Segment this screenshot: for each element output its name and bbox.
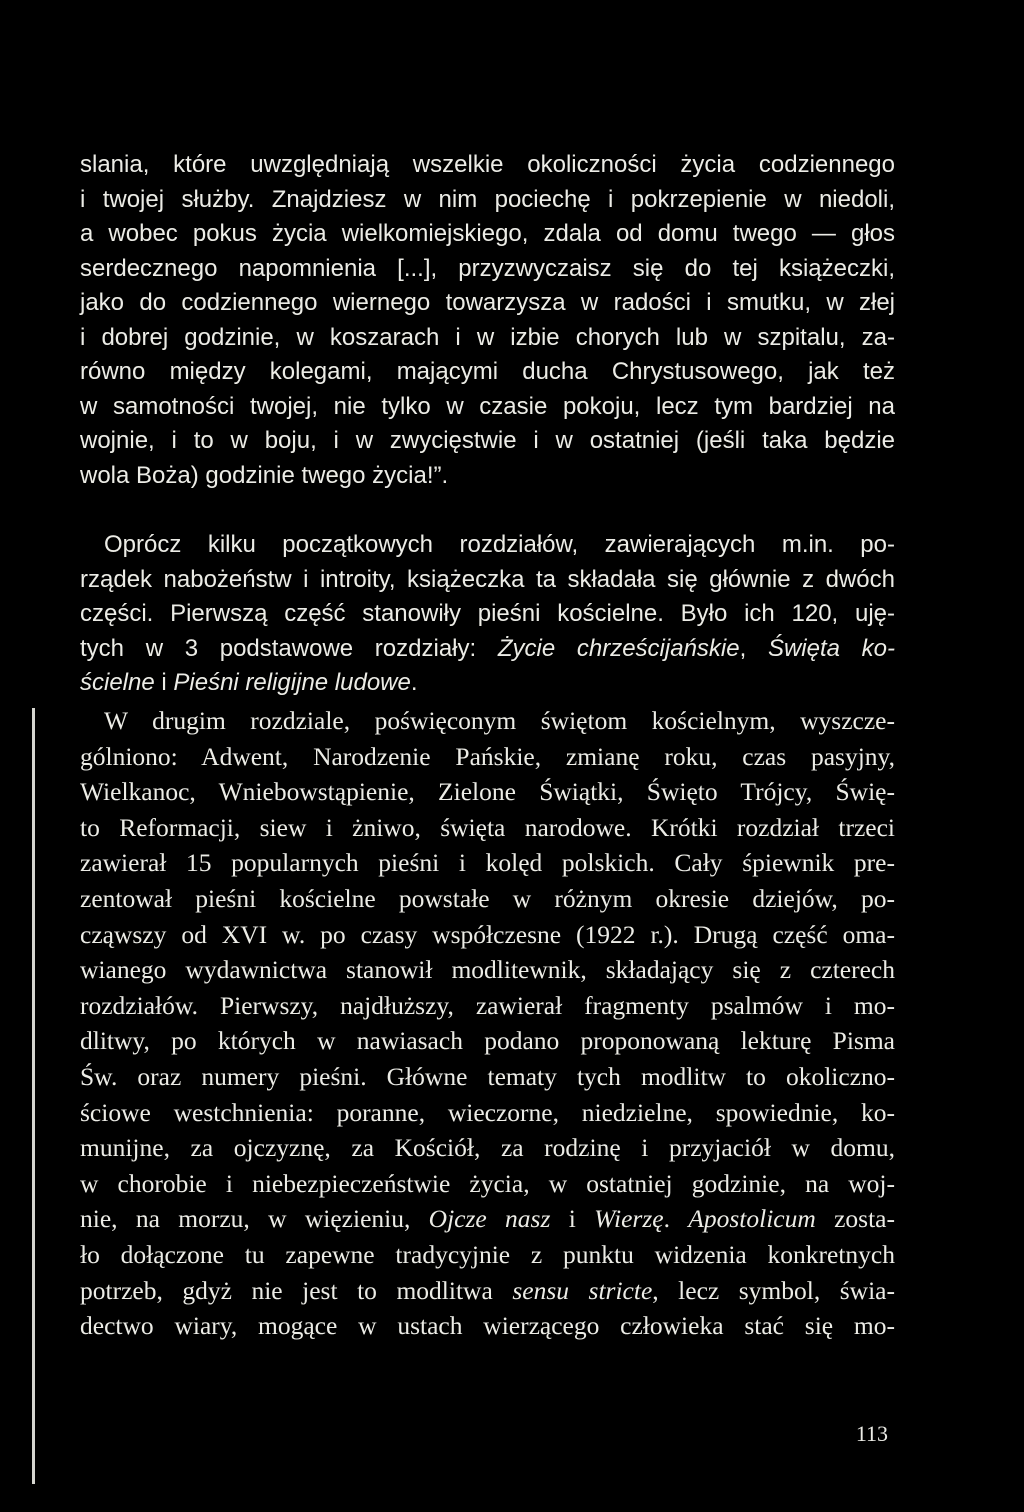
text-line: wianego wydawnictwa stanowił modlitewnik, składający się z czterech xyxy=(80,955,895,985)
text-run: tych w 3 podstawowe rozdziały: xyxy=(80,634,498,662)
text-run: , lecz symbol, świa- xyxy=(652,1275,895,1305)
page-binding-line xyxy=(32,708,35,1484)
text-line: Wielkanoc, Wniebowstąpienie, Zielone Świątki, Święto Trójcy, Świę- xyxy=(80,777,895,807)
text-run: . xyxy=(663,1204,689,1234)
text-line: zentował pieśni kościelne powstałe w różnym okresie dziejów, po- xyxy=(80,883,895,913)
text-run: nie, na morzu, w więzieniu, xyxy=(80,1204,429,1234)
paragraph-main xyxy=(80,703,895,1344)
paragraph-quote xyxy=(80,148,895,493)
text-line: jako do codziennego wiernego towarzysza w radości i smutku, w złej xyxy=(80,289,895,316)
text-line xyxy=(80,666,895,701)
text-line: serdecznego napomnienia [...], przyzwyczaisz się do tej książeczki, xyxy=(80,254,895,282)
text-line: i twojej służby. Znajdziesz w nim pociechę i pokrzepienie w niedoli, xyxy=(80,185,895,213)
italic-title: Pieśni religijne ludowe xyxy=(173,669,411,696)
italic-title: ścielne xyxy=(80,669,155,696)
text-run: potrzeb, gdyż nie jest to modlitwa xyxy=(80,1275,513,1305)
text-line: równo między kolegami, mającymi ducha Chrystusowego, jak też xyxy=(80,358,895,385)
text-line: dlitwy, po których w nawiasach podano proponowaną lekturę Pisma xyxy=(80,1026,895,1056)
text-line xyxy=(80,1201,895,1237)
text-line: w chorobie i niebezpieczeństwie życia, w ostatniej godzinie, na woj- xyxy=(80,1168,895,1198)
text-line: wola Boża) godzinie twego życia!”. xyxy=(80,461,449,489)
text-line: dectwo wiary, mogące w ustach wierzącego człowieka stać się mo- xyxy=(80,1311,895,1341)
text-run: i xyxy=(154,669,174,696)
text-line: Św. oraz numery pieśni. Główne tematy tych modlitw to okoliczno- xyxy=(80,1061,895,1091)
text-run: i xyxy=(550,1204,595,1234)
text-line: części. Pierwszą część stanowiły pieśni kościelne. Było ich 120, uję- xyxy=(80,600,895,627)
text-line: a wobec pokus życia wielkomiejskiego, zdala od domu twego — głos xyxy=(80,220,895,247)
text-line: gólniono: Adwent, Narodzenie Pańskie, zmianę roku, czas pasyjny, xyxy=(80,741,895,771)
text-run: zosta- xyxy=(815,1204,895,1234)
italic-title: Apostolicum xyxy=(688,1204,816,1234)
italic-phrase: sensu stricte xyxy=(512,1275,653,1305)
italic-title: Ojcze nasz xyxy=(428,1204,551,1234)
text-line: rozdziałów. Pierwszy, najdłuższy, zawierał fragmenty psalmów i mo- xyxy=(80,990,895,1020)
italic-title: Życie chrześcijańskie xyxy=(497,634,740,662)
text-line: wojnie, i to w boju, i w zwycięstwie i w ostatniej (jeśli taka będzie xyxy=(80,427,895,454)
italic-title: Święta ko- xyxy=(767,634,896,662)
italic-title: Wierzę xyxy=(594,1204,664,1234)
text-line: ściowe westchnienia: poranne, wieczorne, niedzielne, spowiednie, ko- xyxy=(80,1097,895,1127)
text-line xyxy=(80,632,895,667)
text-line: ło dołączone tu zapewne tradycyjnie z punktu widzenia konkretnych xyxy=(80,1239,895,1269)
text-line: rządek nabożeństw i introity, książeczka ta składała się głównie z dwóch xyxy=(80,565,895,593)
text-line: i dobrej godzinie, w koszarach i w izbie chorych lub w szpitalu, za- xyxy=(80,323,895,351)
page-number: 113 xyxy=(855,1421,888,1446)
text-line: to Reformacji, siew i żniwo, święta narodowe. Krótki rozdział trzeci xyxy=(80,812,895,842)
text-run: . xyxy=(410,669,418,696)
text-line: slania, które uwzględniają wszelkie okoliczności życia codziennego xyxy=(80,151,895,178)
text-line: W drugim rozdziale, poświęconym świętom kościelnym, wyszcze- xyxy=(104,706,895,735)
text-line: munijne, za ojczyznę, za Kościół, za rodzinę i przyjaciół w domu, xyxy=(80,1133,895,1163)
paragraph-contents xyxy=(80,528,895,701)
text-run: , xyxy=(739,634,768,662)
text-line: Oprócz kilku początkowych rozdziałów, zawierających m.in. po- xyxy=(104,531,895,558)
text-line: cząwszy od XVI w. po czasy współczesne (1922 r.). Drugą część oma- xyxy=(80,919,895,949)
text-line: w samotności twojej, nie tylko w czasie pokoju, lecz tym bardziej na xyxy=(80,392,895,420)
text-line: zawierał 15 popularnych pieśni i kolęd polskich. Cały śpiewnik pre- xyxy=(80,848,895,878)
text-line xyxy=(80,1273,895,1309)
